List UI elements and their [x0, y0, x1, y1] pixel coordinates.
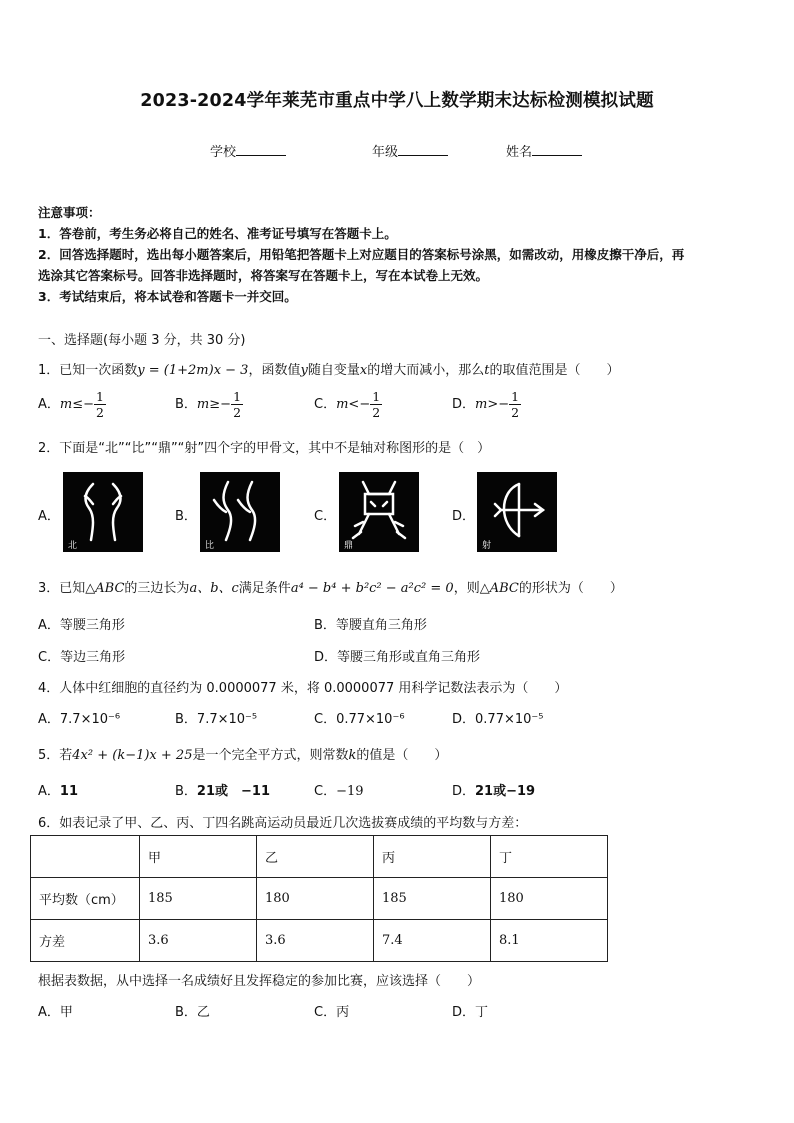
school-field — [210, 141, 286, 160]
q3-mid1: 的三边长为 — [124, 581, 190, 596]
option-text: 21或−19 — [475, 784, 536, 799]
q6-option-c — [314, 1001, 349, 1020]
oracle-bei-caption: 北 — [68, 541, 78, 551]
option-relation: ≥ — [209, 397, 221, 412]
q2-option-d-label: D． — [452, 509, 476, 524]
oracle-she-image — [477, 472, 557, 552]
q1-post: 的取值范围是（ ） — [489, 363, 620, 378]
q5-k: k — [348, 748, 357, 763]
section-heading: 一、选择题(每小题 3 分，共 30 分) — [38, 333, 246, 348]
option-text: 乙 — [196, 1005, 210, 1020]
q5-option-a — [38, 780, 78, 799]
q1-option-c — [314, 389, 382, 420]
table-cell: 方差 — [31, 920, 140, 962]
q3-triangle: △ABC — [85, 581, 125, 596]
option-label: D． — [452, 1005, 476, 1020]
option-label: C． — [314, 397, 337, 412]
q6-option-d — [452, 1001, 488, 1020]
fraction-numerator: 1 — [511, 389, 520, 404]
grade-blank — [398, 143, 448, 156]
q6-follow-up: 根据表数据，从中选择一名成绩好且发挥稳定的参加比赛，应该选择（ ） — [38, 974, 481, 989]
q4-option-a — [38, 708, 120, 727]
page-title: 2023-2024学年莱芜市重点中学八上数学期末达标检测模拟试题 — [140, 91, 654, 111]
q5-pre: 5．若 — [38, 748, 73, 763]
q5-option-b — [175, 780, 270, 799]
oracle-ding-glyph — [339, 472, 419, 552]
q5-option-d — [452, 780, 535, 799]
option-sign: − — [220, 397, 232, 412]
q1-mid3: 的增大而减小，那么 — [367, 363, 485, 378]
fraction-denominator: 2 — [511, 405, 520, 420]
table-cell: 平均数（cm） — [31, 878, 140, 920]
option-label: D． — [452, 712, 476, 727]
oracle-bi-glyph — [200, 472, 280, 552]
fraction-numerator: 1 — [233, 389, 242, 404]
option-text: 21或 −11 — [196, 784, 270, 799]
option-text: 丁 — [475, 1005, 489, 1020]
option-text: 等腰直角三角形 — [335, 618, 427, 633]
q1-pre: 1．已知一次函数 — [38, 363, 138, 378]
notice-item-3: 3．考试结束后，将本试卷和答题卡一并交回。 — [38, 289, 297, 304]
table-cell: 180 — [491, 878, 608, 920]
q5-option-c — [314, 780, 364, 799]
q1-mid2: 随自变量 — [307, 363, 360, 378]
q1-mid1: ，函数值 — [248, 363, 301, 378]
option-label: A． — [38, 397, 60, 412]
oracle-she-caption: 射 — [482, 541, 492, 551]
option-fraction — [370, 389, 382, 420]
option-fraction — [509, 389, 521, 420]
q1-x: x — [359, 363, 368, 378]
option-label: D． — [452, 784, 476, 799]
notice-heading: 注意事项： — [38, 205, 101, 220]
option-label: B． — [314, 618, 336, 633]
q6-option-a — [38, 1001, 73, 1020]
q6-option-b — [175, 1001, 210, 1020]
option-label: A． — [38, 1005, 60, 1020]
option-text: 11 — [59, 784, 78, 799]
q1-t: t — [484, 363, 490, 378]
oracle-bei-image — [63, 472, 143, 552]
q1-option-b — [175, 389, 243, 420]
table-cell: 3.6 — [140, 920, 257, 962]
option-text: 0.77×10⁻⁶ — [336, 712, 405, 727]
table-header-row — [31, 836, 608, 878]
name-blank — [532, 143, 582, 156]
table-header-cell: 甲 — [140, 836, 257, 878]
q3-mid3: ，则 — [453, 581, 480, 596]
option-fraction — [94, 389, 106, 420]
q3-option-a — [38, 614, 125, 633]
oracle-ding-image — [339, 472, 419, 552]
option-sign: − — [83, 397, 95, 412]
question-6: 6．如表记录了甲、乙、丙、丁四名跳高运动员最近几次选拔赛成绩的平均数与方差： — [38, 816, 528, 831]
option-label: B． — [175, 1005, 197, 1020]
question-2: 2．下面是“北”“比”“鼎”“射”四个字的甲骨文，其中不是轴对称图形的是（ ） — [38, 441, 491, 456]
q3-option-c — [38, 646, 125, 665]
q3-option-b — [314, 614, 427, 633]
q1-option-d — [452, 389, 521, 420]
table-header-cell — [31, 836, 140, 878]
q4-option-b — [175, 708, 257, 727]
table-cell: 3.6 — [257, 920, 374, 962]
table-cell: 185 — [140, 878, 257, 920]
notice-item-2b: 选涂其它答案标号。回答非选择题时，将答案写在答题卡上，写在本试卷上无效。 — [38, 268, 489, 283]
option-label: A． — [38, 618, 60, 633]
table-cell: 8.1 — [491, 920, 608, 962]
fraction-numerator: 1 — [96, 389, 104, 404]
q4-option-d — [452, 708, 543, 727]
option-relation: > — [487, 397, 499, 412]
table-cell: 185 — [374, 878, 491, 920]
option-relation: ≤ — [72, 397, 84, 412]
option-label: D． — [314, 650, 338, 665]
option-label: A． — [38, 784, 60, 799]
q5-post: 的值是（ ） — [356, 748, 448, 763]
notice-item-1: 1．答卷前，考生务必将自己的姓名、准考证号填写在答题卡上。 — [38, 226, 397, 241]
fraction-denominator: 2 — [96, 405, 104, 420]
option-text: 等腰三角形或直角三角形 — [337, 650, 481, 665]
question-3 — [38, 577, 623, 596]
q5-formula: 4x² + (k−1)x + 25 — [72, 748, 193, 763]
option-var: m — [475, 397, 488, 412]
option-sign: − — [359, 397, 371, 412]
option-text: 7.7×10⁻⁵ — [196, 712, 258, 727]
q3-triangle-2: △ABC — [479, 581, 519, 596]
q2-option-c-label: C． — [314, 509, 337, 524]
table-row — [31, 878, 608, 920]
q3-condition: a⁴ − b⁴ + b²c² − a²c² = 0 — [290, 581, 454, 596]
oracle-bei-glyph — [63, 472, 143, 552]
fraction-denominator: 2 — [233, 405, 242, 420]
option-relation: < — [348, 397, 360, 412]
oracle-ding-caption: 鼎 — [344, 541, 354, 551]
oracle-bi-image — [200, 472, 280, 552]
grade-label: 年级 — [372, 145, 399, 160]
option-label: D． — [452, 397, 476, 412]
table-header-cell: 乙 — [257, 836, 374, 878]
grade-field — [372, 141, 448, 160]
option-sign: − — [498, 397, 510, 412]
option-label: B． — [175, 397, 197, 412]
option-label: C． — [314, 784, 337, 799]
q1-option-a — [38, 389, 106, 420]
q4-option-c — [314, 708, 405, 727]
q5-mid: 是一个完全平方式，则常数 — [192, 748, 349, 763]
option-fraction — [231, 389, 243, 420]
option-text: 甲 — [59, 1005, 73, 1020]
option-label: C． — [314, 1005, 337, 1020]
option-text: 等边三角形 — [60, 650, 126, 665]
table-row — [31, 920, 608, 962]
option-text: 等腰三角形 — [59, 618, 125, 633]
option-text: 0.77×10⁻⁵ — [475, 712, 544, 727]
q3-pre: 3．已知 — [38, 581, 86, 596]
q3-option-d — [314, 646, 480, 665]
oracle-she-glyph — [477, 472, 557, 552]
option-label: B． — [175, 712, 197, 727]
option-var: m — [336, 397, 349, 412]
stats-table — [30, 835, 608, 962]
q2-option-b-label: B． — [175, 509, 197, 524]
option-label: A． — [38, 712, 60, 727]
option-text: 丙 — [336, 1005, 350, 1020]
question-4: 4．人体中红细胞的直径约为 0.0000077 米，将 0.0000077 用科学记数法表示为（ ） — [38, 681, 568, 696]
option-var: m — [59, 397, 73, 412]
school-label: 学校 — [210, 145, 237, 160]
q3-post: 的形状为（ ） — [518, 581, 623, 596]
q1-y: y — [300, 363, 308, 378]
question-5 — [38, 744, 447, 763]
table-cell: 180 — [257, 878, 374, 920]
table-header-cell: 丁 — [491, 836, 608, 878]
fraction-numerator: 1 — [372, 389, 381, 404]
q2-option-a-label: A． — [38, 509, 60, 524]
option-var: m — [196, 397, 210, 412]
notice-item-2a: 2．回答选择题时，选出每小题答案后，用铅笔把答题卡上对应题目的答案标号涂黑，如需改动，用橡皮擦干净后，再 — [38, 247, 685, 262]
option-label: C． — [314, 712, 337, 727]
table-header-cell: 丙 — [374, 836, 491, 878]
fraction-denominator: 2 — [372, 405, 381, 420]
option-label: B． — [175, 784, 197, 799]
q3-sides: a、b、c — [189, 581, 239, 596]
oracle-bi-caption: 比 — [205, 541, 215, 551]
option-text: −19 — [336, 784, 364, 799]
name-field — [506, 141, 582, 160]
option-label: C． — [38, 650, 61, 665]
option-text: 7.7×10⁻⁶ — [59, 712, 121, 727]
q1-formula: y = (1+2m)x − 3 — [137, 363, 249, 378]
q3-mid2: 满足条件 — [238, 581, 291, 596]
name-label: 姓名 — [506, 145, 533, 160]
school-blank — [236, 143, 286, 156]
question-1 — [38, 359, 619, 378]
table-cell: 7.4 — [374, 920, 491, 962]
